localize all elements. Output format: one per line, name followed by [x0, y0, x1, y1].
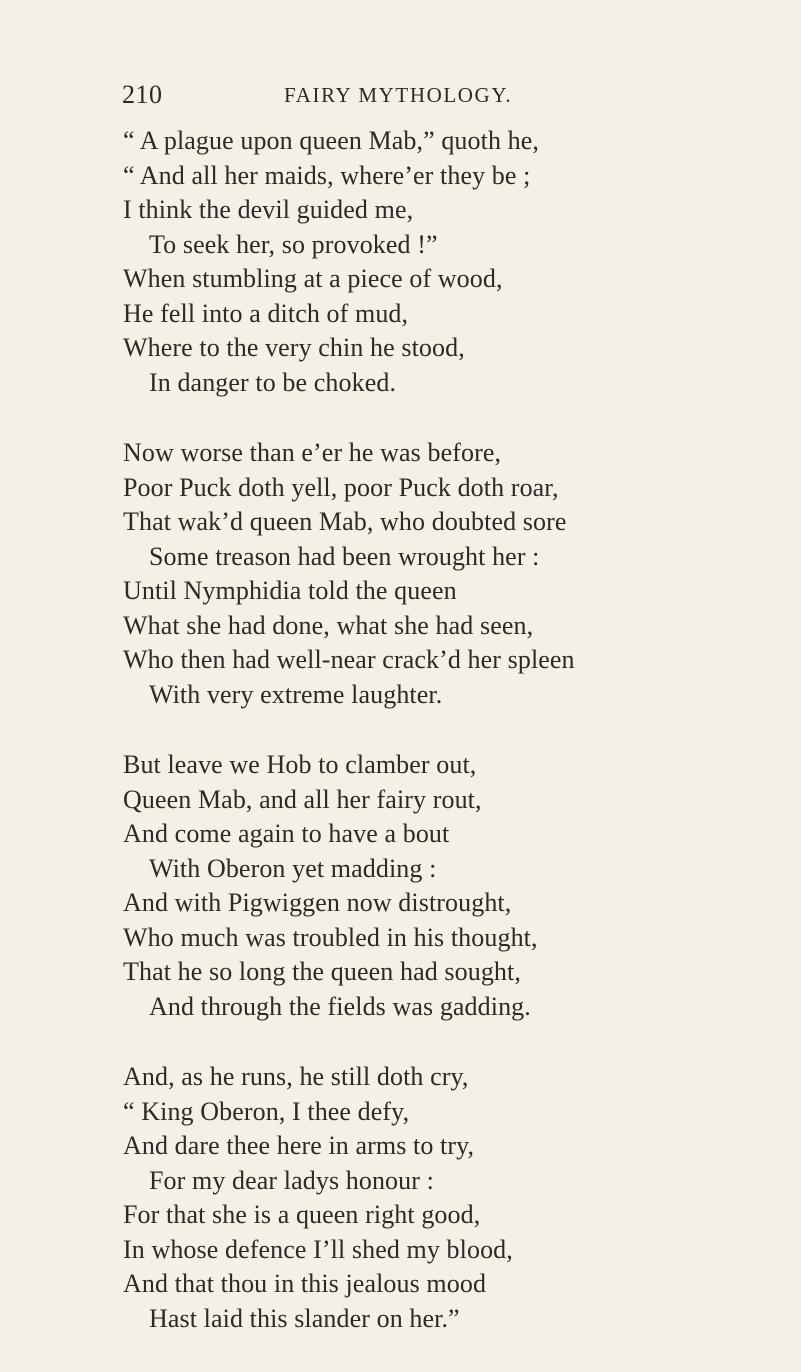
running-head: FAIRY MYTHOLOGY.	[284, 83, 513, 107]
poem-line: That he so long the queen had sought,	[123, 957, 521, 986]
poem-line: And, as he runs, he still doth cry,	[123, 1062, 469, 1091]
poem-line: And come again to have a bout	[123, 819, 450, 848]
poem-line: What she had done, what she had seen,	[123, 610, 534, 640]
poem-line: When stumbling at a piece of wood,	[123, 264, 503, 293]
poem-line: With Oberon yet madding :	[149, 853, 437, 883]
stanza-3	[0, 748, 801, 1024]
poem-line: Who then had well-near crack’d her spleen	[123, 645, 575, 674]
poem-line: “ And all her maids, where’er they be ;	[123, 160, 531, 190]
poem-line: That wak’d queen Mab, who doubted sore	[123, 507, 567, 536]
poem-line: And dare thee here in arms to try,	[123, 1131, 475, 1160]
poem-line: Hast laid this slander on her.”	[149, 1303, 460, 1333]
poem-line: “ King Oberon, I thee defy,	[123, 1096, 410, 1126]
stanza-4	[0, 1060, 801, 1336]
poem-line: Poor Puck doth yell, poor Puck doth roar,	[123, 472, 559, 502]
poem-line: Queen Mab, and all her fairy rout,	[123, 784, 482, 814]
page-number: 210	[122, 80, 163, 109]
poem	[0, 124, 801, 1372]
poem-line: With very extreme laughter.	[149, 679, 443, 709]
stanza-1	[0, 124, 801, 400]
poem-line: Where to the very chin he stood,	[123, 333, 465, 362]
poem-line: He fell into a ditch of mud,	[123, 298, 409, 328]
poem-line: Until Nymphidia told the queen	[123, 576, 457, 605]
poem-line: Now worse than e’er he was before,	[123, 438, 502, 467]
poem-line: Who much was troubled in his thought,	[123, 922, 538, 952]
poem-line: For my dear ladys honour :	[149, 1165, 434, 1195]
poem-line: And that thou in this jealous mood	[123, 1269, 487, 1298]
poem-line: I think the devil guided me,	[123, 195, 414, 224]
poem-line: But leave we Hob to clamber out,	[123, 750, 477, 779]
poem-line: In danger to be choked.	[149, 367, 397, 397]
poem-line: “ A plague upon queen Mab,” quoth he,	[123, 126, 539, 155]
poem-line: To seek her, so provoked !”	[149, 229, 438, 259]
poem-line: Some treason had been wrought her :	[149, 541, 540, 571]
poem-line: And with Pigwiggen now distrought,	[123, 888, 512, 917]
poem-line: In whose defence I’ll shed my blood,	[123, 1234, 513, 1264]
stanza-2	[0, 436, 801, 712]
poem-line: For that she is a queen right good,	[123, 1200, 481, 1229]
poem-line: And through the fields was gadding.	[149, 991, 531, 1021]
